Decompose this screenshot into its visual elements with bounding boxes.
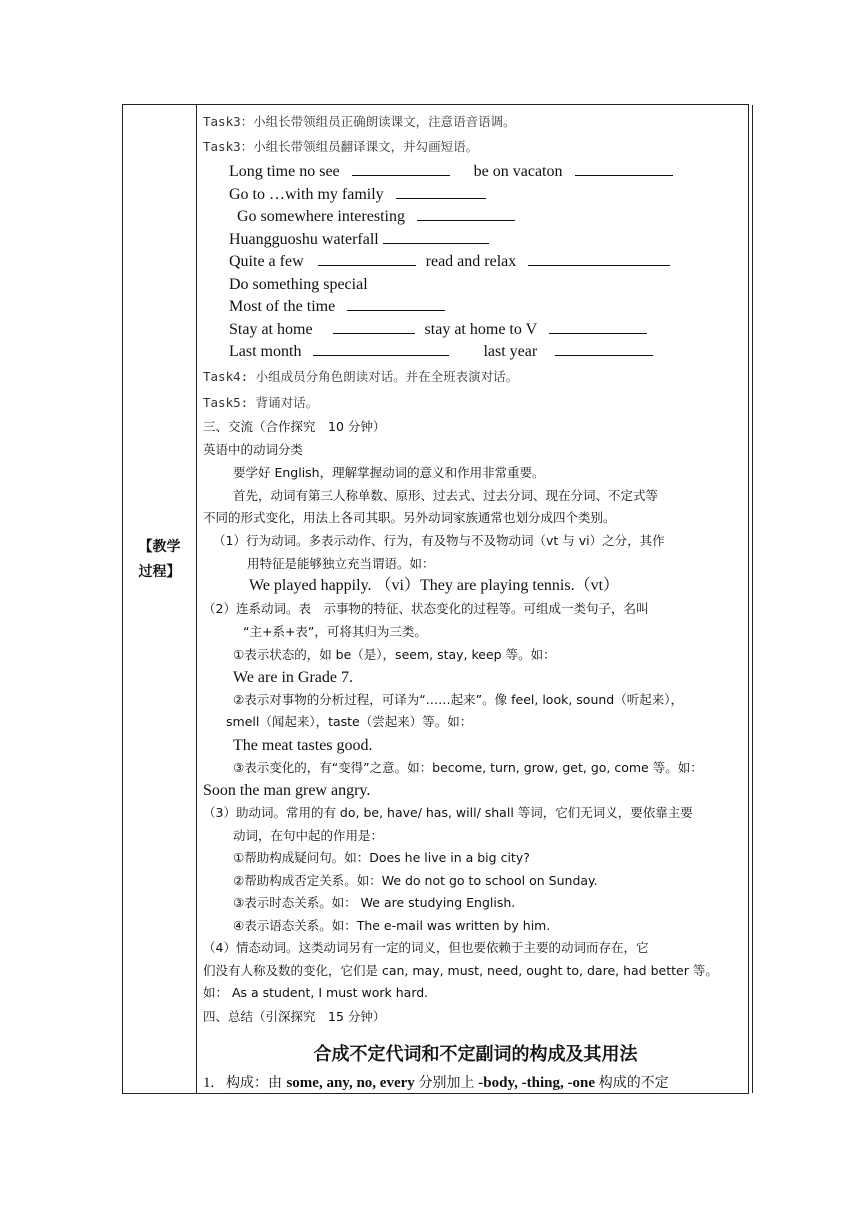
answer-blank[interactable] [333,321,415,334]
text-line: “主+系+表”，可将其归为三类。 [243,624,427,639]
answer-blank[interactable] [555,343,653,356]
text-line: （4）情态动词。这类动词另有一定的词义，但也要依赖于主要的动词而存在，它 [203,940,649,955]
answer-blank[interactable] [549,321,647,334]
answer-blank[interactable] [318,253,416,266]
task4-text: Task4: 小组成员分角色朗读对话。并在全班表演对话。 [203,369,519,384]
text-fragment-bold: -body, -thing, -one [478,1075,595,1091]
text-line: ②帮助构成否定关系。如：We do not go to school on Sunday. [233,873,598,888]
text-line: ①帮助构成疑问句。如：Does he live in a big city? [233,850,530,865]
example-line: Soon the man grew angry. [203,782,371,799]
task5-text: Task5: 背诵对话。 [203,395,319,410]
phrase-text: Quite a few [229,253,304,270]
text-line: （2）连系动词。表 示事物的特征、状态变化的过程等。可组成一类句子，名叫 [203,601,649,616]
phrase-row-3 [237,208,515,226]
phrase-text: be on vacaton [473,163,563,180]
answer-blank[interactable] [528,253,670,266]
example-line: The meat tastes good. [233,737,373,754]
phrase-row-6 [229,276,368,294]
task3-reading: Task3：小组长带领组员正确朗读课文，注意语音语调。 [203,114,516,129]
phrase-row-4 [229,231,489,249]
list-number: 1. [203,1075,215,1091]
answer-blank[interactable] [417,208,515,221]
text-line: ②表示对事物的分析过程，可译为“……起来”。像 feel, look, sound（听起来）， [233,692,683,707]
text-line: 英语中的动词分类 [203,442,304,457]
text-line: 不同的形式变化，用法上各司其职。另外动词家族通常也划分成四个类别。 [203,510,616,525]
phrase-row-8 [229,321,647,339]
phrase-text: Go somewhere interesting [237,208,405,225]
text-fragment: 构成的不定 [598,1075,669,1091]
text-line: 用特征是能够独立充当谓语。如： [247,556,435,571]
phrase-text: Long time no see [229,163,340,180]
phrase-text: Stay at home [229,321,313,338]
definition-line [203,1074,669,1092]
task3-translate: Task3：小组长带领组员翻译课文，并勾画短语。 [203,139,479,154]
section-4-heading: 四、总结（引深探究 15 分钟） [203,1009,386,1024]
row-label-line-2: 过程】 [138,564,181,580]
answer-blank[interactable] [347,298,445,311]
text-line: 如： As a student, I must work hard. [203,985,429,1000]
text-line: 们没有人称及数的变化，它们是 can, may, must, need, ought to, dare, had better 等。 [203,963,718,978]
example-line: We played happily. （vi）They are playing tennis.（vt） [249,577,620,594]
text-line: 动词，在句中起的作用是： [233,828,384,843]
column-divider-left [196,105,197,1093]
phrase-row-5 [229,253,670,271]
example-line: We are in Grade 7. [233,669,353,686]
phrase-row-7 [229,298,445,316]
phrase-text: stay at home to V [424,321,537,338]
row-label [123,535,196,585]
text-fragment: 构成：由 [226,1075,287,1091]
answer-blank[interactable] [575,163,673,176]
text-line: 首先，动词有第三人称单数、原形、过去式、过去分词、现在分词、不定式等 [233,488,659,503]
section-title: 合成不定代词和不定副词的构成及其用法 [313,1044,638,1065]
phrase-row-2 [229,186,486,204]
text-line: ③表示变化的，有“变得”之意。如：become, turn, grow, get, go, come 等。如： [233,760,703,775]
answer-blank[interactable] [396,186,486,199]
section-3-heading: 三、交流（合作探究 10 分钟） [203,419,386,434]
phrase-text: read and relax [425,253,517,270]
phrase-row-9 [229,343,653,361]
text-line: ①表示状态的，如 be（是），seem, stay, keep 等。如： [233,647,556,662]
text-fragment-bold: some, any, no, every [286,1075,415,1091]
phrase-text: Go to …with my family [229,186,384,203]
text-line: 要学好 English，理解掌握动词的意义和作用非常重要。 [233,465,545,480]
text-line: ④表示语态关系。如：The e-mail was written by him. [233,918,551,933]
column-divider-right [752,105,753,1093]
phrase-text: Huangguoshu waterfall [229,231,379,248]
phrase-row-1 [229,163,673,181]
phrase-text: Most of the time [229,298,336,315]
row-label-line-1: 【教学 [138,539,181,555]
text-fragment: 分别加上 [418,1075,475,1091]
answer-blank[interactable] [383,231,489,244]
text-line: ③表示时态关系。如： We are studying English. [233,895,516,910]
text-line: smell（闻起来），taste（尝起来）等。如： [226,714,473,729]
answer-blank[interactable] [313,343,449,356]
phrase-text: Last month [229,343,302,360]
phrase-text: Do something special [229,276,368,293]
text-line: （1）行为动词。多表示动作、行为，有及物与不及物动词（vt 与 vi）之分，其作 [213,533,665,548]
answer-blank[interactable] [352,163,450,176]
phrase-text: last year [483,343,538,360]
text-line: （3）助动词。常用的有 do, be, have/ has, will/ shall 等词，它们无词义，要依靠主要 [203,805,693,820]
